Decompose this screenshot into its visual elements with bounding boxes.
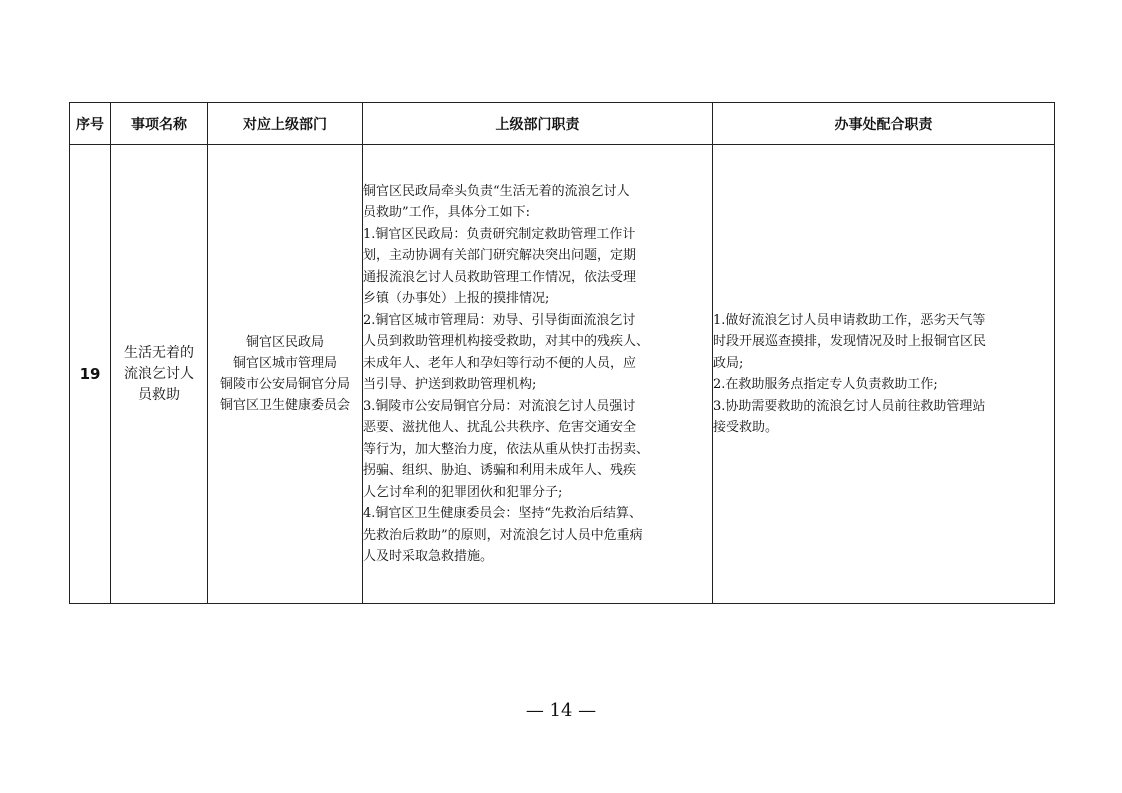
- header-serial-number: 序号: [70, 103, 111, 145]
- office-duty-line: 接受救助。: [713, 420, 779, 435]
- duty-line: 先救治后救助”的原则，对流浪乞讨人员中危重病: [363, 527, 643, 543]
- office-duties-cell: [713, 145, 1055, 604]
- duty-line: 人乞讨牟利的犯罪团伙和犯罪分子;: [363, 484, 563, 500]
- duty-line: 铜官区民政局牵头负责“生活无着的流浪乞讨人: [363, 183, 630, 199]
- duty-line: 员救助”工作，具体分工如下:: [363, 205, 531, 220]
- duty-line: 恶要、滋扰他人、扰乱公共秩序、危害交通安全: [363, 420, 637, 435]
- duty-line: 乡镇（办事处）上报的摸排情况;: [363, 291, 550, 306]
- item-name-line: 员救助: [138, 386, 180, 403]
- department-line: 铜官区城市管理局: [232, 356, 337, 371]
- office-duty-line: 1.做好流浪乞讨人员申请救助工作，恶劣天气等: [713, 312, 986, 328]
- table-row: [70, 145, 1055, 604]
- office-duty-line: 2.在救助服务点指定专人负责救助工作;: [713, 377, 938, 392]
- table-header-row: [70, 103, 1055, 145]
- department-line: 铜官区民政局: [245, 335, 324, 350]
- office-duty-line: 3.协助需要救助的流浪乞讨人员前往救助管理站: [713, 398, 986, 414]
- item-name-line: 流浪乞讨人: [124, 365, 194, 382]
- superior-duties-cell: [363, 145, 713, 604]
- duty-line: 4.铜官区卫生健康委员会：坚持“先救治后结算、: [363, 506, 643, 521]
- department-line: 铜官区卫生健康委员会: [219, 398, 350, 413]
- header-superior-department: 对应上级部门: [208, 103, 363, 145]
- duty-line: 1.铜官区民政局：负责研究制定救助管理工作计: [363, 226, 636, 242]
- item-name-line: 生活无着的: [124, 344, 194, 361]
- duty-line: 3.铜陵市公安局铜官分局：对流浪乞讨人员强讨: [363, 398, 636, 414]
- office-duty-line: 时段开展巡查摸排，发现情况及时上报铜官区民: [713, 334, 987, 349]
- duty-line: 2.铜官区城市管理局：劝导、引导街面流浪乞讨: [363, 312, 636, 328]
- office-duty-line: 政局;: [713, 355, 744, 371]
- duty-line: 人及时采取急救措施。: [363, 549, 494, 564]
- duty-line: 当引导、护送到救助管理机构;: [363, 377, 537, 392]
- department-cell: [208, 145, 363, 604]
- duty-line: 拐骗、组织、胁迫、诱骗和利用未成年人、残疾: [363, 463, 637, 478]
- duty-line: 等行为，加大整治力度，依法从重从快打击拐卖、: [363, 441, 650, 457]
- responsibility-table: [69, 102, 1055, 604]
- header-item-name: 事项名称: [111, 103, 208, 145]
- header-office-duties: 办事处配合职责: [713, 103, 1055, 145]
- header-superior-duties: 上级部门职责: [363, 103, 713, 145]
- duty-line: 人员到救助管理机构接受救助，对其中的残疾人、: [363, 334, 650, 349]
- department-line: 铜陵市公安局铜官分局: [219, 377, 350, 392]
- duty-line: 通报流浪乞讨人员救助管理工作情况，依法受理: [363, 269, 637, 285]
- page-number: — 14 —: [525, 700, 597, 721]
- duty-line: 未成年人、老年人和孕妇等行动不便的人员，应: [363, 355, 637, 371]
- serial-number-cell: 19: [70, 145, 111, 604]
- duty-line: 划，主动协调有关部门研究解决突出问题，定期: [363, 248, 637, 263]
- item-name-cell: [111, 145, 208, 604]
